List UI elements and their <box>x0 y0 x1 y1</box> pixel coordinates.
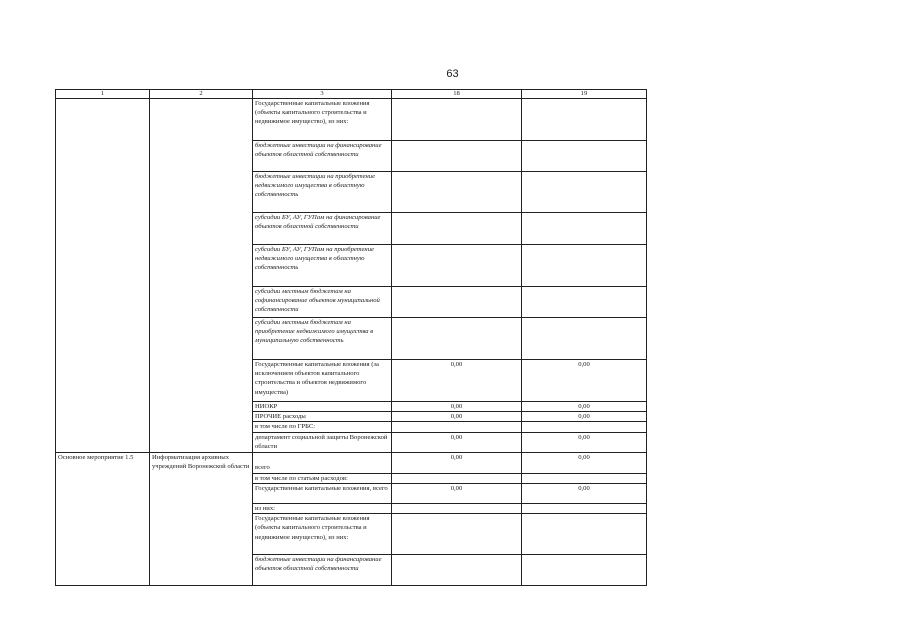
row-label: субсидии местным бюджетам на приобретение недвижимого имущества в муниципальную собственность <box>253 318 392 360</box>
col-header-1: 1 <box>56 90 150 99</box>
value-col-18 <box>392 503 522 513</box>
row-label: субсидии местным бюджетам на софинансирование объектов муниципальной собственности <box>253 287 392 318</box>
value-col-19 <box>522 514 647 555</box>
value-col-18: 0,00 <box>392 402 522 412</box>
row-label: бюджетные инвестиции на финансирование объектов областной собственности <box>253 141 392 172</box>
value-col-18 <box>392 287 522 318</box>
header-row <box>56 90 647 99</box>
row-label: НИОКР <box>253 402 392 412</box>
value-col-18: 0,00 <box>392 360 522 402</box>
value-col-19 <box>522 141 647 172</box>
value-col-18 <box>392 141 522 172</box>
budget-table <box>55 89 647 586</box>
value-col-19: 0,00 <box>522 360 647 402</box>
table-row <box>56 99 647 141</box>
value-col-19 <box>522 503 647 513</box>
col-header-2: 2 <box>150 90 253 99</box>
row-label: ПРОЧИЕ расходы <box>253 412 392 422</box>
event-name-cell: Информатизация архивных учреждений Воронежской области <box>150 452 253 585</box>
row-label: субсидии БУ, АУ, ГУПам на приобретение недвижимого имущества в областную собственность <box>253 245 392 287</box>
row-label: Государственные капитальные вложения (за исключением объектов капитального строительства и объектов недвижимого имущества) <box>253 360 392 402</box>
value-col-18 <box>392 99 522 141</box>
value-col-18 <box>392 555 522 586</box>
value-col-19 <box>522 318 647 360</box>
value-col-19 <box>522 422 647 432</box>
value-col-19: 0,00 <box>522 432 647 452</box>
row-label: Государственные капитальные вложения (объекты капитального строительства и недвижимое имущество), из них: <box>253 99 392 141</box>
page-number: 63 <box>446 68 459 80</box>
row-label: департамент социальной защиты Воронежской области <box>253 432 392 452</box>
event-code-cell: Основное мероприятие 1.5 <box>56 452 150 585</box>
empty-col-2-cell <box>150 99 253 453</box>
value-col-19: 0,00 <box>522 483 647 503</box>
value-col-18 <box>392 473 522 483</box>
row-label: бюджетные инвестиции на финансирование объектов областной собственности <box>253 555 392 586</box>
value-col-18: 0,00 <box>392 412 522 422</box>
value-col-18 <box>392 172 522 213</box>
value-col-19 <box>522 555 647 586</box>
row-label: бюджетные инвестиции на приобретение недвижимого имущества в областную собственность <box>253 172 392 213</box>
row-label: субсидии БУ, АУ, ГУПам на финансирование объектов областной собственности <box>253 213 392 245</box>
value-col-19: 0,00 <box>522 452 647 473</box>
row-label: Государственные капитальные вложения, всего <box>253 483 392 503</box>
empty-col-1-cell <box>56 99 150 453</box>
value-col-18: 0,00 <box>392 432 522 452</box>
value-col-18 <box>392 213 522 245</box>
value-col-18 <box>392 422 522 432</box>
col-header-19: 19 <box>522 90 647 99</box>
value-col-19: 0,00 <box>522 412 647 422</box>
value-col-19 <box>522 172 647 213</box>
value-col-19 <box>522 99 647 141</box>
col-header-18: 18 <box>392 90 522 99</box>
row-label: в том числе по ГРБС: <box>253 422 392 432</box>
value-col-18 <box>392 318 522 360</box>
col-header-3: 3 <box>253 90 392 99</box>
row-label: всего <box>253 452 392 473</box>
row-label: Государственные капитальные вложения (объекты капитального строительства и недвижимое имущество), из них: <box>253 514 392 555</box>
row-label: из них: <box>253 503 392 513</box>
value-col-19 <box>522 287 647 318</box>
row-label: в том числе по статьям расходов: <box>253 473 392 483</box>
table-row <box>56 452 647 473</box>
value-col-18: 0,00 <box>392 483 522 503</box>
value-col-18 <box>392 514 522 555</box>
value-col-18 <box>392 245 522 287</box>
value-col-19 <box>522 473 647 483</box>
value-col-18: 0,00 <box>392 452 522 473</box>
value-col-19: 0,00 <box>522 402 647 412</box>
value-col-19 <box>522 213 647 245</box>
value-col-19 <box>522 245 647 287</box>
